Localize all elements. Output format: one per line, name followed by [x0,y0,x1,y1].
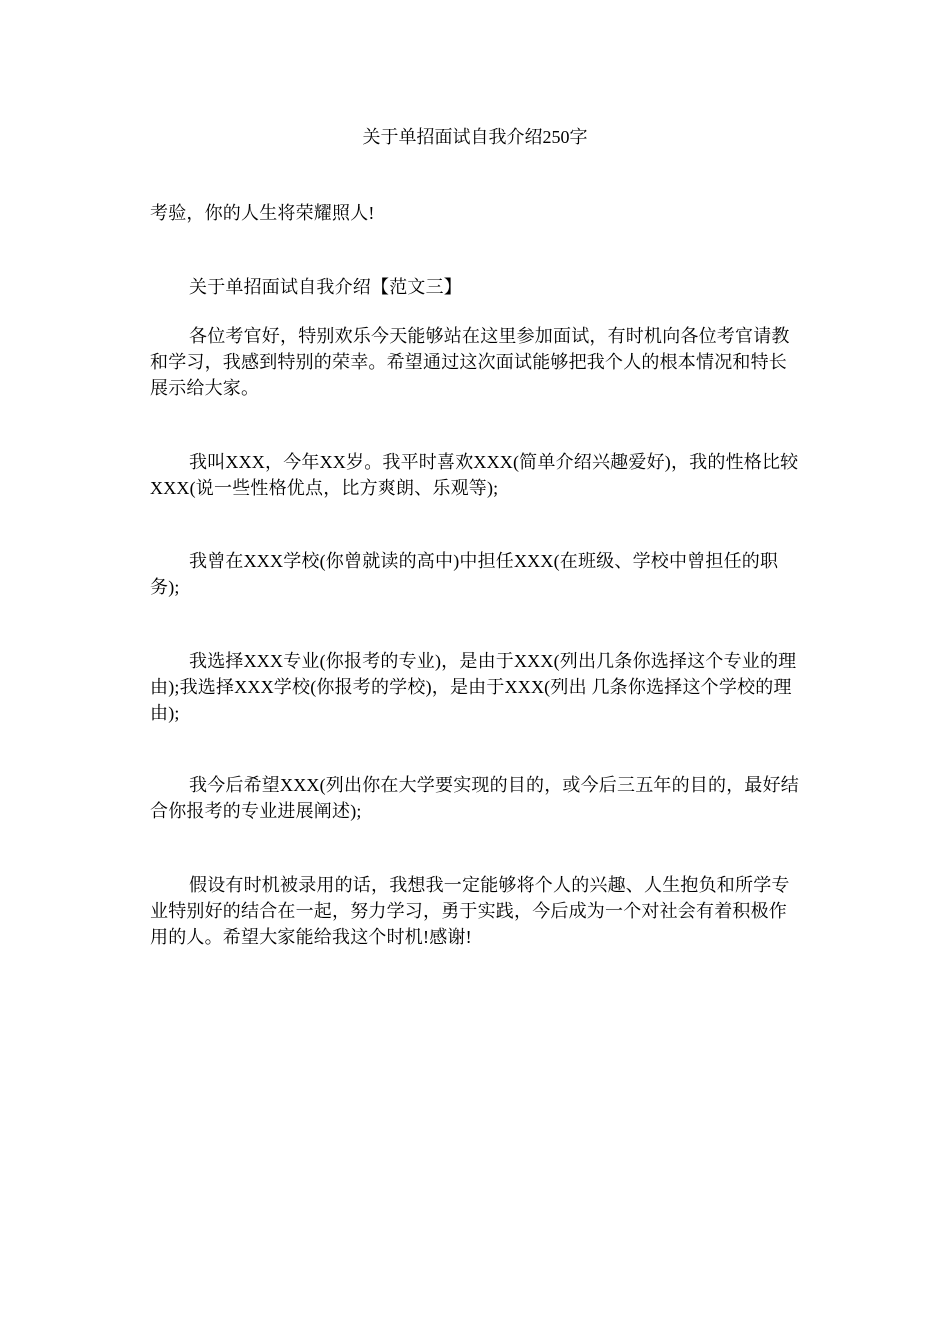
document-title: 关于单招面试自我介绍250字 [362,127,588,147]
paragraph-closing-line: 考验，你的人生将荣耀照人! [150,203,375,223]
paragraph-major-choice: 我选择XXX专业(你报考的专业)，是由于XXX(列出几条你选择这个专业的理由);我选择XXX学校(你报考的学校)，是由于XXX(列出 几条你选择这个学校的理由); [150,651,797,723]
section-heading-sample-three: 关于单招面试自我介绍【范文三】 [189,277,462,297]
paragraph-name-age-hobby: 我叫XXX，今年XX岁。我平时喜欢XXX(简单介绍兴趣爱好)，我的性格比较XXX(说一些性格优点，比方爽朗、乐观等); [150,452,799,498]
paragraph-school-position: 我曾在XXX学校(你曾就读的高中)中担任XXX(在班级、学校中曾担任的职务); [150,551,779,597]
paragraph-conclusion: 假设有时机被录用的话，我想我一定能够将个人的兴趣、人生抱负和所学专业特别好的结合在一起，努力学习，勇于实践，今后成为一个对社会有着积极作用的人。希望大家能给我这个时机!感谢! [150,875,790,947]
paragraph-greeting: 各位考官好，特别欢乐今天能够站在这里参加面试，有时机向各位考官请教和学习，我感到特别的荣幸。希望通过这次面试能够把我个人的根本情况和特长展示给大家。 [150,326,790,398]
paragraph-future-goals: 我今后希望XXX(列出你在大学要实现的目的，或今后三五年的目的，最好结合你报考的专业进展阐述); [150,775,799,821]
